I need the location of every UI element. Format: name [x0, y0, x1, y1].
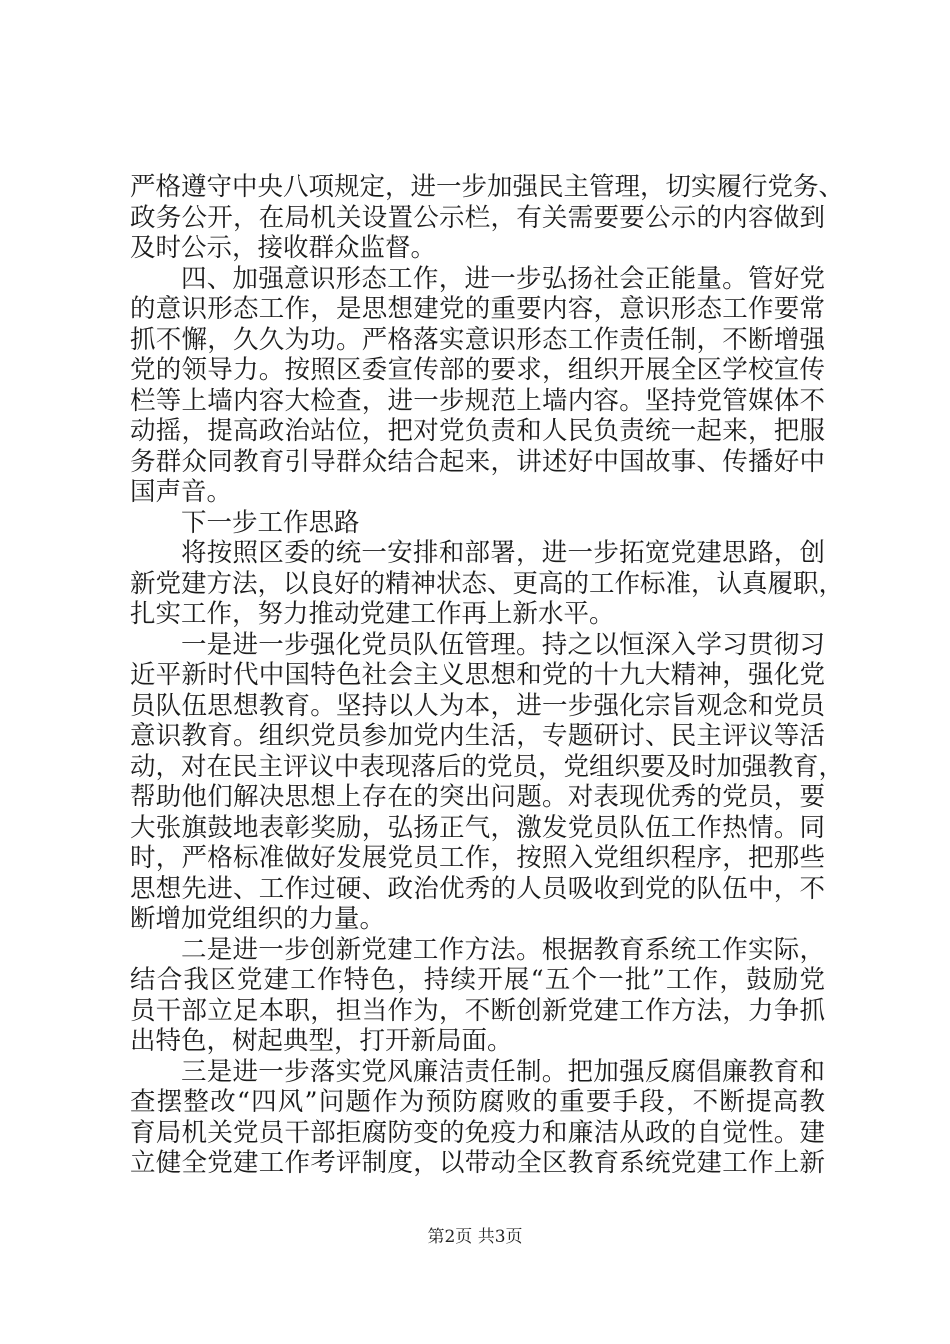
text-line: 帮助他们解决思想上存在的突出问题。对表现优秀的党员，要 — [130, 782, 825, 812]
section-title: 下一步工作思路 — [181, 507, 360, 538]
document-body — [130, 172, 845, 1179]
text-line: 新党建方法，以良好的精神状态、更高的工作标准，认真履职， — [130, 568, 845, 599]
text-line: 动摇，提高政治站位，把对党负责和人民负责统一起来，把服 — [130, 416, 825, 446]
text-line: 的意识形态工作，是思想建党的重要内容，意识形态工作要常 — [130, 294, 825, 324]
text-line: 大张旗鼓地表彰奖励，弘扬正气，激发党员队伍工作热情。同 — [130, 812, 825, 843]
text-line: 结合我区党建工作特色，持续开展“五个一批”工作，鼓励党 — [130, 965, 825, 995]
text-line: 立健全党建工作考评制度，以带动全区教育系统党建工作上新 — [130, 1148, 825, 1178]
text-line: 动，对在民主评议中表现落后的党员，党组织要及时加强教育， — [130, 751, 845, 782]
text-line: 及时公示，接收群众监督。 — [130, 233, 437, 263]
section-heading-line: 一是进一步强化党员队伍管理。持之以恒深入学习贯彻习 — [181, 629, 825, 660]
text-line: 严格遵守中央八项规定，进一步加强民主管理，切实履行党务、 — [130, 172, 845, 202]
text-line: 抓不懈，久久为功。严格落实意识形态工作责任制，不断增强 — [130, 324, 825, 355]
text-line: 意识教育。组织党员参加党内生活，专题研讨、民主评议等活 — [130, 721, 825, 751]
text-line: 断增加党组织的力量。 — [130, 904, 386, 934]
text-line: 出特色，树起典型，打开新局面。 — [130, 1026, 513, 1056]
text-line: 时，严格标准做好发展党员工作，按照入党组织程序，把那些 — [130, 843, 825, 873]
text-line: 近平新时代中国特色社会主义思想和党的十九大精神，强化党 — [130, 660, 825, 690]
text-line: 将按照区委的统一安排和部署，进一步拓宽党建思路，创 — [181, 538, 825, 568]
text-line: 党的领导力。按照区委宣传部的要求，组织开展全区学校宣传 — [130, 355, 825, 385]
text-line: 政务公开，在局机关设置公示栏，有关需要要公示的内容做到 — [130, 202, 825, 233]
text-line: 栏等上墙内容大检查，进一步规范上墙内容。坚持党管媒体不 — [130, 385, 825, 416]
text-line: 查摆整改“四风”问题作为预防腐败的重要手段，不断提高教 — [130, 1087, 825, 1117]
text-line: 扎实工作，努力推动党建工作再上新水平。 — [130, 599, 615, 629]
text-line: 员干部立足本职，担当作为，不断创新党建工作方法，力争抓 — [130, 995, 825, 1026]
section-heading-line: 三是进一步落实党风廉洁责任制。把加强反腐倡廉教育和 — [181, 1056, 825, 1087]
text-line: 务群众同教育引导群众结合起来，讲述好中国故事、传播好中 — [130, 446, 825, 477]
text-line: 国声音。 — [130, 477, 233, 507]
text-line: 育局机关党员干部拒腐防变的免疫力和廉洁从政的自觉性。建 — [130, 1117, 825, 1148]
section-heading-line: 四、加强意识形态工作，进一步弘扬社会正能量。管好党 — [181, 263, 825, 294]
text-line: 思想先进、工作过硬、政治优秀的人员吸收到党的队伍中，不 — [130, 873, 825, 904]
text-line: 员队伍思想教育。坚持以人为本，进一步强化宗旨观念和党员 — [130, 690, 825, 721]
section-heading-line: 二是进一步创新党建工作方法。根据教育系统工作实际， — [181, 934, 825, 965]
page-number-footer: 第2页 共3页 — [427, 1227, 523, 1247]
